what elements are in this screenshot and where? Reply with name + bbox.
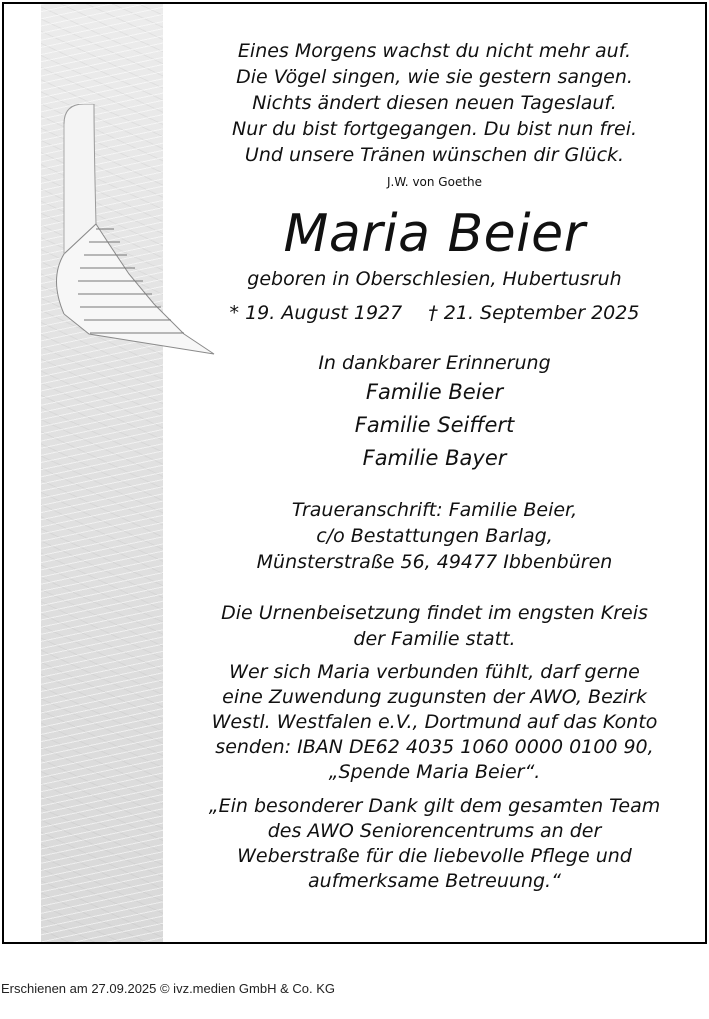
thanks-line: des AWO Seniorencentrums an der: [267, 820, 602, 842]
donation-line: senden: IBAN DE62 4035 1060 0000 0100 90,: [215, 736, 654, 758]
donation-line: Wer sich Maria verbunden fühlt, darf gerne: [229, 661, 640, 683]
poem-line: Nur du bist fortgegangen. Du bist nun frei.: [231, 118, 638, 140]
poem-line: Eines Morgens wachst du nicht mehr auf.: [237, 40, 632, 62]
address-line: Münsterstraße 56, 49477 Ibbenbüren: [256, 551, 613, 573]
thanks-line: Weberstraße für die liebevolle Pflege und: [237, 845, 632, 867]
notice-content: [164, 4, 705, 894]
burial-line: der Familie statt.: [353, 628, 516, 650]
burial-line: Die Urnenbeisetzung findet im engsten Kreis: [221, 602, 648, 624]
family-name: Familie Seiffert: [354, 413, 515, 437]
birth-date: * 19. August 1927: [229, 302, 403, 324]
burial-info: [164, 600, 705, 652]
thanks-line: aufmerksame Betreuung.“: [308, 870, 561, 892]
deceased-name: Maria Beier: [283, 204, 586, 264]
poem: [164, 38, 705, 168]
memory-intro: In dankbarer Erinnerung: [318, 352, 551, 374]
poem-author: J.W. von Goethe: [386, 175, 483, 189]
address-line: Traueranschrift: Familie Beier,: [291, 499, 578, 521]
family-name: Familie Bayer: [362, 446, 507, 470]
address-line: c/o Bestattungen Barlag,: [316, 525, 553, 547]
poem-line: Und unsere Tränen wünschen dir Glück.: [244, 144, 625, 166]
mourning-address: [164, 497, 705, 575]
publication-footer: Erschienen am 27.09.2025 © ivz.medien GmbH & Co. KG: [1, 981, 336, 996]
thanks-note: [164, 794, 705, 894]
donation-line: „Spende Maria Beier“.: [328, 761, 541, 783]
obituary-notice: [2, 2, 707, 944]
poem-line: Nichts ändert diesen neuen Tageslauf.: [252, 92, 617, 114]
life-dates: [164, 300, 705, 326]
thanks-line: „Ein besonderer Dank gilt dem gesamten Team: [208, 795, 661, 817]
family-name: Familie Beier: [365, 380, 504, 404]
poem-line: Die Vögel singen, wie sie gestern sangen.: [236, 66, 633, 88]
donation-info: [164, 660, 705, 785]
death-date: † 21. September 2025: [428, 302, 640, 324]
birthplace: geboren in Oberschlesien, Hubertusruh: [247, 268, 622, 290]
donation-line: eine Zuwendung zugunsten der AWO, Bezirk: [222, 686, 647, 708]
donation-line: Westl. Westfalen e.V., Dortmund auf das Konto: [211, 711, 658, 733]
